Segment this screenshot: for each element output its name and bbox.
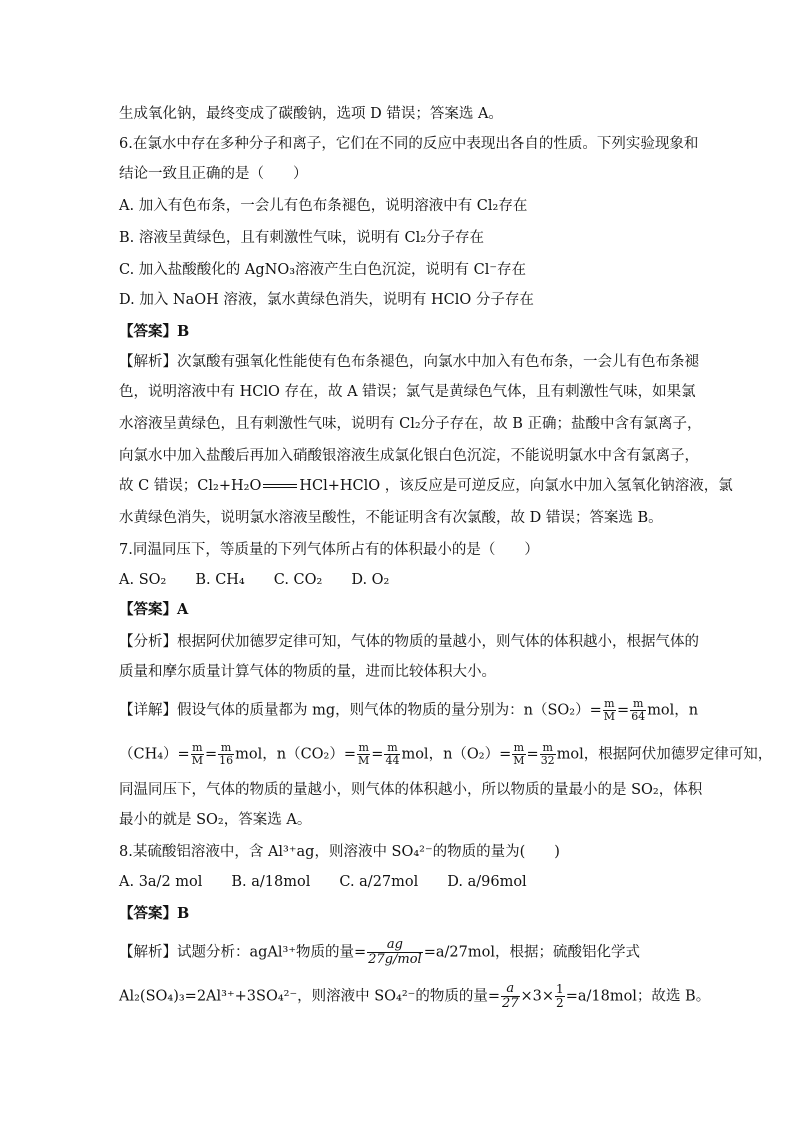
analysis-line: 【解析】次氯酸有强氧化性能使有色布条褪色，向氯水中加入有色布条，一会儿有色布条褪 — [119, 354, 699, 370]
fraction-m-over-M: $\frac{m}{M}$ — [358, 741, 370, 767]
option-b: B. 溶液呈黄绿色，且有刺激性气味，说明有 Cl₂分子存在 — [119, 230, 485, 246]
fraction-m-over-44: $\frac{m}{44}$ — [385, 741, 400, 767]
reversible-arrow-icon — [263, 484, 297, 488]
fraction-m-over-64: $\frac{m}{64}$ — [631, 697, 646, 723]
analysis-line: 【分析】根据阿伏加德罗定律可知，气体的物质的量越小，则气体的体积越小，根据气体的 — [119, 634, 699, 650]
analysis-line-formula: Al₂(SO₄)₃=2Al³⁺+3SO₄²⁻，则溶液中 SO₄²⁻的物质的量= $\frac{a}{27}$ ×3× $\frac{1}{2}$ =a/18mol；故选 B。 — [119, 981, 711, 1011]
fraction-m-over-M: $\frac{m}{M}$ — [603, 697, 616, 723]
fraction-ag-over-27gmol: $\frac{ag}{\text{27g/mol}}$ — [368, 937, 422, 967]
answer-label: 【答案】B — [119, 323, 190, 340]
option-d: D. 加入 NaOH 溶液，氯水黄绿色消失，说明有 HClO 分子存在 — [119, 292, 534, 308]
analysis-line: 水黄绿色消失，说明氯水溶液呈酸性，不能证明含有次氯酸，故 D 错误；答案选 B。 — [119, 510, 663, 526]
question-8-stem: 8.某硫酸铝溶液中，含 Al³⁺ag，则溶液中 SO₄²⁻的物质的量为( ) — [119, 844, 560, 860]
analysis-line-formula: 【解析】试题分析：agAl³⁺物质的量= $\frac{ag}{\text{27g/mol}}$ =a/27mol，根据；硫酸铝化学式 — [119, 937, 640, 967]
equation-right: HCl+HClO ，该反应是可逆反应，向氯水中加入氢氧化钠溶液，氯 — [299, 478, 733, 494]
fraction-one-half: $\frac{1}{2}$ — [556, 982, 564, 1010]
fraction-m-over-M: $\frac{m}{M}$ — [513, 741, 525, 767]
detail-line-formula: 【详解】假设气体的质量都为 mg，则气体的物质的量分别为：n（SO₂）= $\frac{m}{M}$ = $\frac{m}{64}$ mol，n — [119, 697, 699, 723]
detail-text: mol，n — [647, 702, 699, 719]
analysis-line: 向氯水中加入盐酸后再加入硝酸银溶液生成氯化银白色沉淀，不能说明氯水中含有氯离子， — [119, 448, 699, 464]
analysis-line-equation — [119, 476, 733, 496]
answer-label: 【答案】B — [119, 905, 190, 922]
analysis-line: 质量和摩尔质量计算气体的物质的量，进而比较体积大小。 — [119, 664, 496, 680]
fraction-m-over-16: $\frac{m}{16}$ — [219, 741, 234, 767]
detail-line: 最小的就是 SO₂，答案选 A。 — [119, 812, 312, 828]
fraction-a-over-27: $\frac{a}{27}$ — [501, 981, 519, 1011]
analysis-line: 水溶液呈黄绿色，且有刺激性气味，说明有 Cl₂分子存在，故 B 正确；盐酸中含有氯离子， — [119, 416, 702, 432]
text-line: 生成氧化钠，最终变成了碳酸钠，选项 D 错误；答案选 A。 — [119, 106, 503, 122]
detail-line: 同温同压下，气体的物质的量越小，则气体的体积越小，所以物质的量最小的是 SO₂，体积 — [119, 782, 703, 798]
question-7-stem: 7.同温同压下，等质量的下列气体所占有的体积最小的是（ ） — [119, 542, 539, 558]
detail-line-formula: （CH₄）= $\frac{m}{M}$ = $\frac{m}{16}$ mol，n（CO₂）= $\frac{m}{M}$ = $\frac{m}{44}$ mol，n（O₂）= $\frac{m}{M}$ = $\frac{m}{32}$ mol，根据阿伏加德罗定律可知， — [119, 741, 773, 767]
question-6-stem-cont: 结论一致且正确的是（ ） — [119, 166, 308, 182]
analysis-line: 色，说明溶液中有 HClO 存在，故 A 错误；氯气是黄绿色气体，且有刺激性气味，如果氯 — [119, 384, 696, 400]
fraction-m-over-32: $\frac{m}{32}$ — [540, 741, 555, 767]
question-6-stem: 6.在氯水中存在多种分子和离子，它们在不同的反应中表现出各自的性质。下列实验现象和 — [119, 136, 699, 152]
fraction-m-over-M: $\frac{m}{M}$ — [191, 741, 203, 767]
detail-text: 【详解】假设气体的质量都为 mg，则气体的物质的量分别为：n（SO₂）= — [119, 702, 602, 719]
answer-label: 【答案】A — [119, 601, 189, 618]
question-8-options: A. 3a/2 mol B. a/18mol C. a/27mol D. a/96mol — [119, 874, 527, 890]
equation-left: 故 C 错误；Cl₂+H₂O — [119, 478, 262, 494]
question-7-options: A. SO₂ B. CH₄ C. CO₂ D. O₂ — [119, 572, 390, 588]
option-a: A. 加入有色布条，一会儿有色布条褪色，说明溶液中有 Cl₂存在 — [119, 198, 528, 214]
option-c: C. 加入盐酸酸化的 AgNO₃溶液产生白色沉淀，说明有 Cl⁻存在 — [119, 262, 527, 278]
